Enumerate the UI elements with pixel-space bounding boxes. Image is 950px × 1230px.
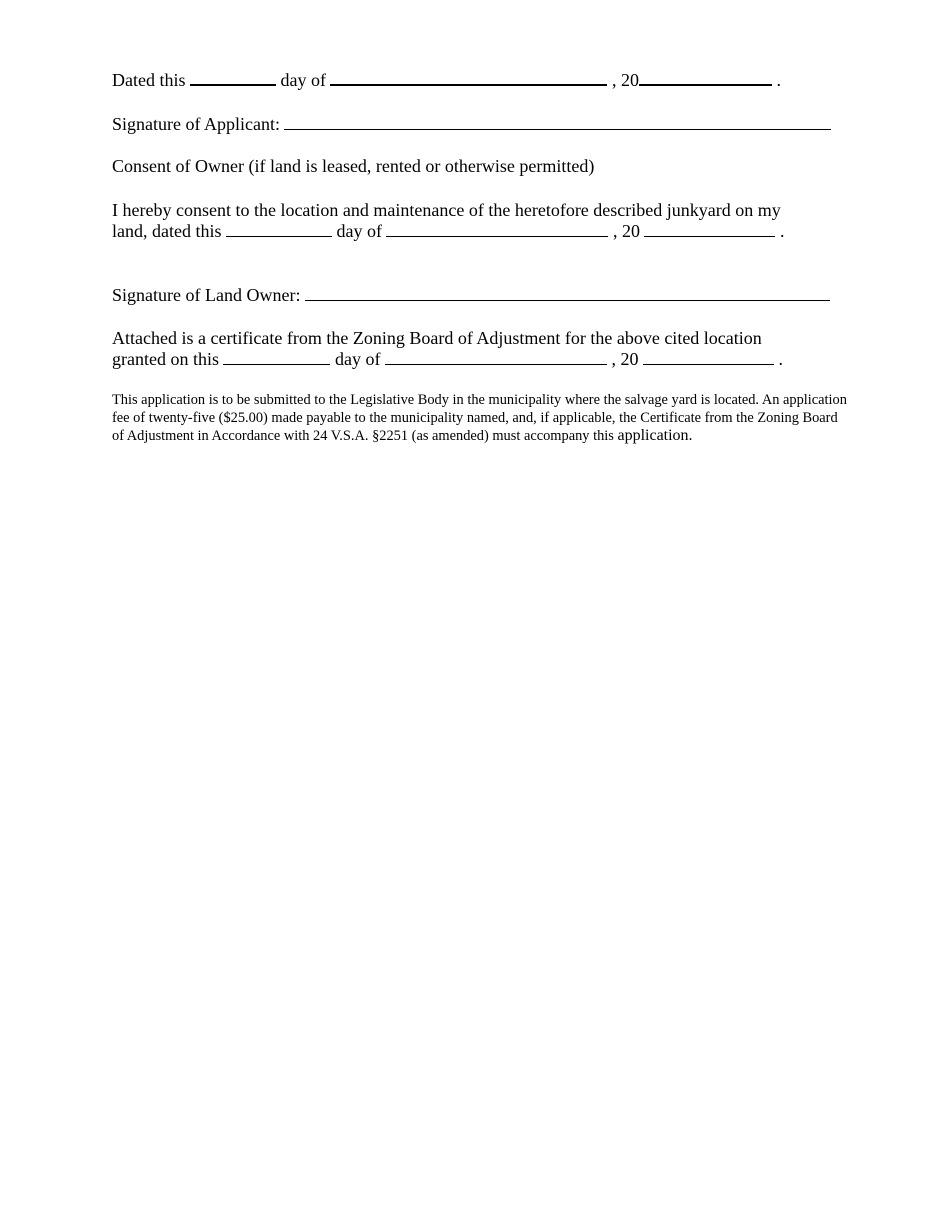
certificate-year-field[interactable] (643, 350, 774, 365)
dated-period: . (776, 70, 781, 90)
owner-signature-field[interactable] (305, 286, 830, 301)
certificate-text-line1: Attached is a certificate from the Zoning Board of Adjustment for the above cited location (112, 328, 762, 348)
certificate-day-field[interactable] (223, 350, 330, 365)
submission-note (112, 392, 847, 446)
dated-month-field[interactable] (330, 70, 607, 86)
consent-dated-label: land, dated this (112, 221, 222, 241)
dated-line (112, 70, 781, 91)
dated-day-field[interactable] (190, 70, 276, 86)
applicant-signature-field[interactable] (284, 115, 831, 130)
consent-day-of-label: day of (336, 221, 382, 241)
submission-note-last: application. (617, 427, 693, 444)
dated-year-field[interactable] (639, 70, 772, 86)
certificate-granted-label: granted on this (112, 349, 219, 369)
certificate-text-line2 (112, 349, 783, 370)
certificate-year-label: , 20 (611, 349, 639, 369)
certificate-day-of-label: day of (334, 349, 381, 369)
consent-text-line1: I hereby consent to the location and maintenance of the heretofore described junkyard on my (112, 200, 781, 220)
consent-day-field[interactable] (226, 222, 332, 237)
dated-year-label: , 20 (611, 70, 639, 90)
dated-label: Dated this (112, 70, 186, 90)
owner-signature-line (112, 285, 830, 306)
consent-period: . (779, 221, 785, 241)
consent-year-field[interactable] (644, 222, 775, 237)
applicant-signature-label: Signature of Applicant: (112, 114, 280, 134)
dated-day-of-label: day of (280, 70, 326, 90)
consent-year-label: , 20 (612, 221, 640, 241)
certificate-month-field[interactable] (385, 350, 607, 365)
owner-signature-label: Signature of Land Owner: (112, 285, 301, 305)
applicant-signature-line (112, 114, 831, 135)
consent-heading: Consent of Owner (if land is leased, rented or otherwise permitted) (112, 156, 595, 176)
submission-note-body: This application is to be submitted to the Legislative Body in the municipality where the salvage yard is located. An application fee of twenty-five ($25.00) made payable to the municipality named, and, if applicable, the Certificate from the Zoning Board of Adjustment in Accordance with 24 V.S.A. §2251 (as amended) must accompany this (112, 392, 847, 444)
certificate-period: . (778, 349, 783, 369)
consent-text-line2 (112, 221, 784, 242)
consent-month-field[interactable] (386, 222, 608, 237)
